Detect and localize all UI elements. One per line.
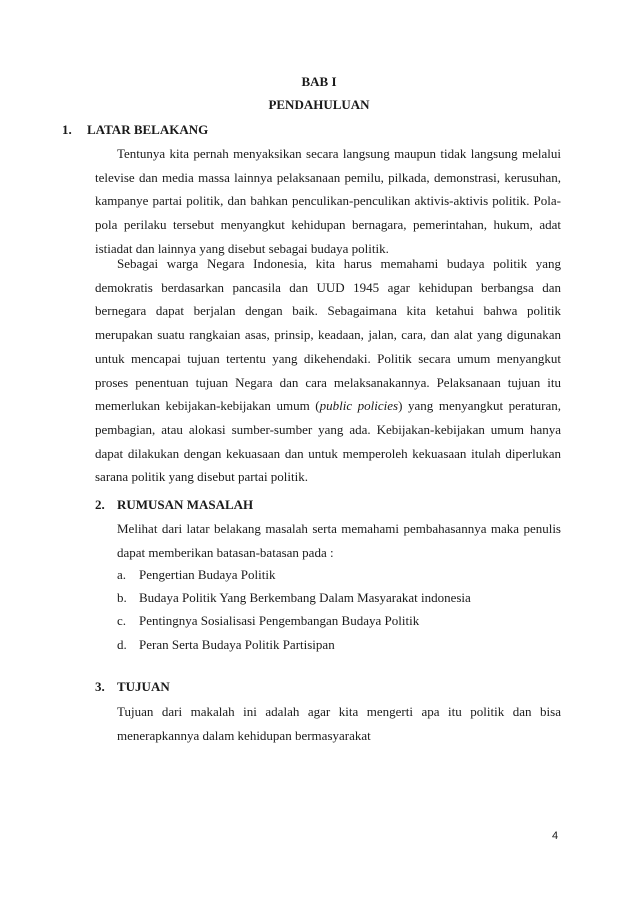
list-letter: d. <box>117 636 127 652</box>
list-text: Budaya Politik Yang Berkembang Dalam Masyarakat indonesia <box>139 590 471 606</box>
page-number: 4 <box>552 830 559 842</box>
section-heading-tujuan <box>95 679 170 695</box>
section-title: TUJUAN <box>117 679 170 694</box>
paragraph-rumusan-masalah: Melihat dari latar belakang masalah serta memahami pembahasannya maka penulis dapat memberikan batasan-batasan pada : <box>117 521 561 560</box>
list-letter: a. <box>117 567 127 582</box>
section-heading-latar-belakang <box>62 122 208 138</box>
list-letter: c. <box>117 613 127 629</box>
list-item <box>117 586 471 609</box>
section-title: RUMUSAN MASALAH <box>117 497 254 512</box>
problem-list <box>117 563 471 656</box>
paragraph-tujuan: Tujuan dari makalah ini adalah agar kita mengerti apa itu politik dan bisa menerapkannya dalam kehidupan bermasyarakat <box>117 704 561 743</box>
section-number: 1. <box>62 122 72 137</box>
list-text: Peran Serta Budaya Politik Partisipan <box>139 636 335 652</box>
chapter-title: PENDAHULUAN <box>268 97 370 112</box>
list-item <box>117 609 471 632</box>
list-text: Pentingnya Sosialisasi Pengembangan Budaya Politik <box>139 613 420 629</box>
list-text: Pengertian Budaya Politik <box>139 567 276 582</box>
chapter-label: BAB I <box>301 74 337 89</box>
italic-term: public policies <box>319 398 399 414</box>
section-title: LATAR BELAKANG <box>87 122 209 137</box>
section-number: 3. <box>95 679 105 694</box>
list-letter: b. <box>117 590 127 606</box>
list-item <box>117 633 471 656</box>
paragraph-text: Sebagai warga Negara Indonesia, kita harus memahami budaya politik yang demokratis berdasarkan pancasila dan UUD 1945 agar kehidupan berbangsa dan bernegara dapat berjalan dengan baik. Sebagaimana kita ketahui bahwa politik merupakan suatu rangkaian asas, prinsip, keadaan, jalan, cara, dan alat yang digunakan untuk mencapai tujuan tertentu yang dikehendaki. Politik secara umum menyangkut proses penentuan tujuan Negara dan cara melaksanakannya. Pelaksanaan tujuan itu memerlukan kebijakan-kebijakan umum ( <box>95 256 561 414</box>
section-number: 2. <box>95 497 105 512</box>
paragraph-latar-belakang-2 <box>95 252 561 489</box>
list-item <box>117 563 471 586</box>
section-heading-rumusan-masalah <box>95 497 253 513</box>
paragraph-latar-belakang-1: Tentunya kita pernah menyaksikan secara langsung maupun tidak langsung melalui televise dan media massa lainnya pelaksanaan pemilu, pilkada, demonstrasi, kerusuhan, kampanye partai politik, dan bahkan penculikan-penculikan aktivis-aktivis politik. Pola-pola perilaku tersebut menyangkut kehidupan bernagara, pemerintahan, hukum, adat istiadat dan lainnya yang disebut sebagai budaya politik. <box>95 146 561 256</box>
paragraph-text: ) yang menyangkut peraturan, pembagian, atau alokasi sumber-sumber yang ada. Kebijakan-kebijakan umum hanya dapat dilakukan dengan kekuasaan dan untuk memperoleh kekuasaan itulah diperlukan sarana politik yang disebut partai politik. <box>95 398 561 485</box>
